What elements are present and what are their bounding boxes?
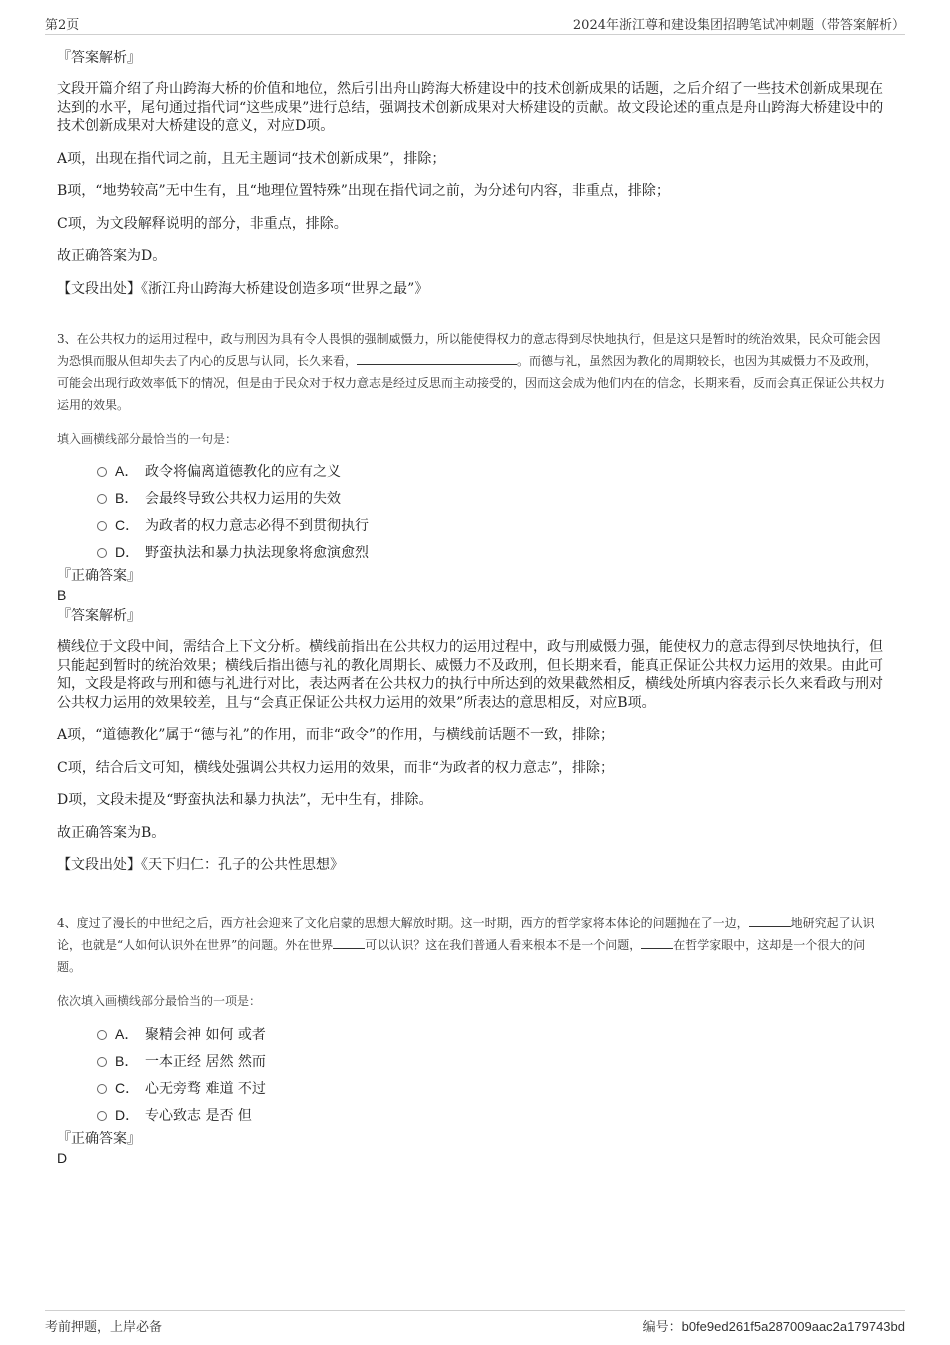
option-b[interactable]: B． 会最终导致公共权力运用的失效 (57, 485, 887, 512)
option-a[interactable]: A． 政令将偏离道德教化的应有之义 (57, 458, 887, 485)
radio-icon[interactable] (97, 1057, 107, 1067)
source: 【文段出处】《天下归仁：孔子的公共性思想》 (57, 857, 344, 873)
analysis-text: 文段开篇介绍了舟山跨海大桥的价值和地位，然后引出舟山跨海大桥建设中的技术创新成果的话题，之后介绍了一些技术创新成果现在达到的水平，尾句通过指代词“这些成果”进行总结，强调技术创新成果对大桥建设的贡献。故文段论述的重点是舟山跨海大桥建设中的技术创新成果对大桥建设的意义，对应D项。 (57, 81, 884, 134)
source: 【文段出处】《浙江舟山跨海大桥建设创造多项“世界之最”》 (57, 280, 429, 297)
question-text: 4、度过了漫长的中世纪之后，西方社会迎来了文化启蒙的思想大解放时期。这一时期，西方的哲学家将本体论的问题抛在了一边， 地研究起了认识论，也就是“人如何认识外在世界”的问题。外在世界 可以认识？这在我们普通人看来根本不是一个问题， 在哲学家眼中，这却是一个很大的问题。 (57, 916, 875, 974)
question-4 (57, 912, 887, 1009)
option-b-analysis: B项，“地势较高”无中生有，且“地理位置特殊”出现在指代词之前，为分述句内容，非重点，排除； (57, 183, 670, 199)
answer-label: 『正确答案』 (57, 568, 141, 584)
analysis-label: 『答案解析』 (57, 608, 141, 624)
document-title: 2024年浙江尊和建设集团招聘笔试冲刺题（带答案解析） (572, 18, 905, 33)
answer-value: B (57, 587, 67, 603)
answer-blank-2 (333, 936, 365, 949)
document-id (643, 1316, 905, 1335)
question-text-before: 3、在公共权力的运用过程中，政与刑因为具有令人畏惧的强制威慑力，所以能使得权力的意志得到尽快地执行，但是这只是暂时的统治效果，民众可能会因为恐惧而服从但却失去了内心的反思与认同，长久来看， (57, 332, 881, 368)
answer-label: 『正确答案』 (57, 1131, 141, 1147)
document-id-label: 编号： (642, 1320, 682, 1335)
q4-options (57, 1021, 887, 1129)
option-d[interactable]: D． 野蛮执法和暴力执法现象将愈演愈烈 (57, 539, 887, 566)
question-3 (57, 328, 887, 447)
q4-answer-section (57, 1129, 887, 1167)
radio-icon[interactable] (97, 521, 107, 531)
radio-icon[interactable] (97, 467, 107, 477)
analysis-text: 横线位于文段中间，需结合上下文分析。横线前指出在公共权力的运用过程中，政与刑威慑力强，能使权力的意志得到尽快地执行，但只能起到暂时的统治效果；横线后指出德与礼的教化周期长、威慑力不及政刑，但长期来看，能真正保证公共权力运用的效果。由此可知，文段是将政与刑和德与礼进行对比，表达两者在公共权力的执行中所达到的效果截然相反，横线处所填内容表示长久来看政与刑对公共权力运用的效果较差，且与“会真正保证公共权力运用的效果”所表达的意思相反，对应B项。 (57, 639, 883, 711)
radio-icon[interactable] (97, 548, 107, 558)
option-a[interactable]: A． 聚精会神 如何 或者 (57, 1021, 887, 1048)
page-footer (45, 1310, 905, 1337)
answer-blank-3 (641, 936, 673, 949)
answer-value: D (57, 1150, 68, 1166)
radio-icon[interactable] (97, 494, 107, 504)
radio-icon[interactable] (97, 1084, 107, 1094)
answer-blank-1 (749, 914, 791, 927)
radio-icon[interactable] (97, 1111, 107, 1121)
question-prompt: 依次填入画横线部分最恰当的一项是： (57, 994, 262, 1008)
q3-answer-section (57, 566, 887, 875)
document-id-value: b0fe9ed261f5a287009aac2a179743bd (681, 1319, 905, 1334)
option-b[interactable]: B． 一本正经 居然 然而 (57, 1048, 887, 1075)
conclusion: 故正确答案为D。 (57, 248, 167, 264)
answer-blank (357, 352, 517, 365)
conclusion: 故正确答案为B。 (57, 824, 166, 841)
page-header (45, 14, 905, 35)
q2-analysis-section (57, 48, 887, 298)
option-c-analysis: C项，为文段解释说明的部分，非重点，排除。 (57, 215, 348, 232)
option-c-analysis: C项，结合后文可知，横线处强调公共权力运用的效果，而非“为政者的权力意志”，排除； (57, 759, 615, 776)
question-prompt: 填入画横线部分最恰当的一句是： (57, 432, 238, 446)
option-a-analysis: A项，“道德教化”属于“德与礼”的作用，而非“政令”的作用，与横线前话题不一致，排除； (57, 727, 615, 743)
page-number: 第2页 (45, 18, 80, 33)
question-text-after: 。而德与礼，虽然因为教化的周期较长，也因为其威慑力不及政刑，可能会出现行政效率低下的情况，但是由于民众对于权力意志是经过反思而主动接受的，因而这会成为他们内在的信念，长期来看，反而会真正保证公共权力运用的效果。 (57, 354, 886, 412)
option-c[interactable]: C． 为政者的权力意志必得不到贯彻执行 (57, 512, 887, 539)
question-text (57, 328, 887, 416)
option-c[interactable]: C． 心无旁骛 难道 不过 (57, 1075, 887, 1102)
q3-options (57, 458, 887, 566)
option-a-analysis: A项，出现在指代词之前，且无主题词“技术创新成果”，排除； (57, 150, 446, 167)
option-d-analysis: D项，文段未提及“野蛮执法和暴力执法”，无中生有，排除。 (57, 792, 433, 808)
footer-slogan: 考前押题，上岸必备 (45, 1320, 163, 1335)
option-d[interactable]: D． 专心致志 是否 但 (57, 1102, 887, 1129)
radio-icon[interactable] (97, 1030, 107, 1040)
analysis-label: 『答案解析』 (57, 50, 141, 66)
